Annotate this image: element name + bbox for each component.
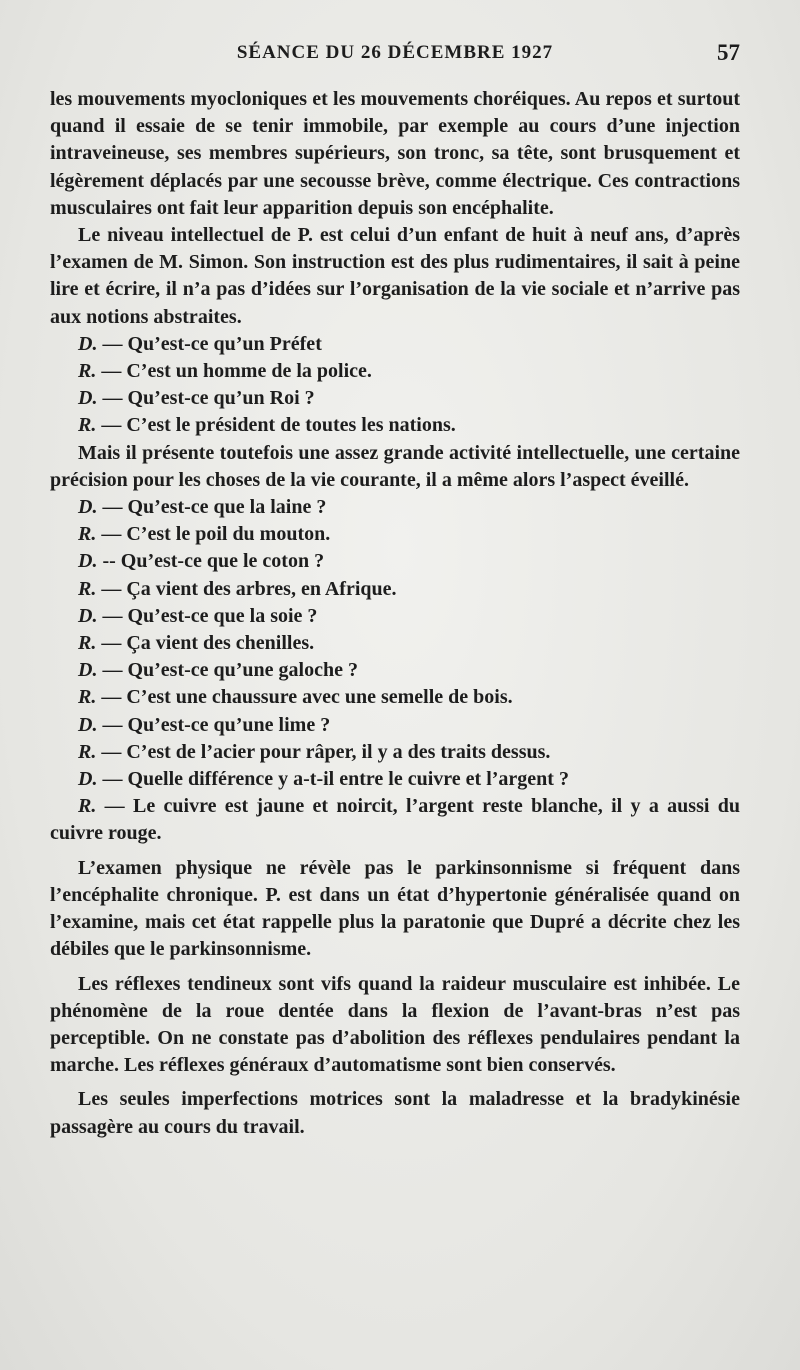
- dialogue-line: [50, 576, 740, 603]
- dialogue-speaker: R.: [78, 523, 97, 546]
- dialogue-line: [50, 657, 740, 684]
- dialogue-line: [50, 385, 740, 412]
- paragraph-2: Le niveau intellectuel de P. est celui d’un enfant de huit à neuf ans, d’après l’examen de M. Simon. Son instruction est des plus rudimentaires, il sait à peine lire et écrire, il n’a pas d’idées sur l’organisation de la vie sociale et n’arrive pas aux notions abstraites.: [50, 224, 740, 328]
- dialogue-1: [50, 331, 740, 440]
- dialogue-text: — C’est une chaussure avec une semelle de bois.: [101, 686, 513, 709]
- dialogue-text: — Qu’est-ce que la laine ?: [102, 496, 327, 519]
- page-header: [50, 40, 740, 74]
- dialogue-speaker: R.: [78, 686, 97, 709]
- dialogue-line: [50, 331, 740, 358]
- dialogue-line: [50, 521, 740, 548]
- dialogue-speaker: R.: [78, 360, 97, 383]
- dialogue-text: — C’est de l’acier pour râper, il y a des traits dessus.: [101, 740, 551, 763]
- dialogue-speaker: R.: [78, 795, 97, 818]
- dialogue-speaker: D.: [78, 713, 98, 736]
- dialogue-text: — C’est un homme de la police.: [101, 360, 372, 383]
- dialogue-speaker: D.: [78, 496, 98, 519]
- dialogue-text: — C’est le président de toutes les nations.: [101, 414, 456, 437]
- dialogue-speaker: D.: [78, 550, 98, 573]
- dialogue-text: — Ça vient des chenilles.: [101, 632, 315, 655]
- dialogue-text: — C’est le poil du mouton.: [101, 523, 331, 546]
- dialogue-2: [50, 494, 740, 848]
- page-number: 57: [717, 40, 740, 65]
- dialogue-text: — Qu’est-ce qu’une galoche ?: [102, 659, 358, 682]
- body-text: [50, 86, 740, 1141]
- dialogue-line: [50, 358, 740, 385]
- dialogue-line: [50, 793, 740, 847]
- paragraph-3: Mais il présente toutefois une assez grande activité intellectuelle, une certaine précision pour les choses de la vie courante, il a même alors l’aspect éveillé.: [50, 441, 740, 491]
- paragraph-5: Les réflexes tendineux sont vifs quand la raideur musculaire est inhibée. Le phénomène de la roue dentée dans la flexion de l’avant-bras n’est pas perceptible. On ne constate pas d’abolition des réflexes pendulaires pendant la marche. Les réflexes généraux d’automatisme sont bien conservés.: [50, 972, 740, 1077]
- dialogue-speaker: D.: [78, 604, 98, 627]
- dialogue-line: [50, 630, 740, 657]
- dialogue-line: [50, 766, 740, 793]
- dialogue-line: [50, 494, 740, 521]
- dialogue-speaker: D.: [78, 768, 98, 791]
- dialogue-speaker: D.: [78, 332, 98, 355]
- dialogue-speaker: D.: [78, 387, 98, 410]
- paragraph-4: L’examen physique ne révèle pas le parkinsonnisme si fréquent dans l’encéphalite chronique. P. est dans un état d’hypertonie généralisée quand on l’examine, mais cet état rappelle plus la paratonie que Dupré a décrite chez les débiles que le parkinsonnisme.: [50, 856, 740, 961]
- running-title: SÉANCE DU 26 DÉCEMBRE 1927: [236, 42, 554, 63]
- dialogue-speaker: R.: [78, 414, 97, 437]
- dialogue-text: — Quelle différence y a-t-il entre le cuivre et l’argent ?: [102, 768, 569, 791]
- dialogue-text: — Le cuivre est jaune et noircit, l’argent reste blanche, il y a aussi du cuivre rouge.: [50, 795, 740, 845]
- dialogue-speaker: R.: [78, 632, 97, 655]
- dialogue-text: — Qu’est-ce que la soie ?: [102, 604, 318, 627]
- dialogue-speaker: D.: [78, 659, 98, 682]
- dialogue-line: [50, 603, 740, 630]
- dialogue-line: [50, 412, 740, 439]
- dialogue-speaker: R.: [78, 740, 97, 763]
- dialogue-text: -- Qu’est-ce que le coton ?: [102, 550, 325, 573]
- dialogue-text: — Qu’est-ce qu’une lime ?: [102, 713, 331, 736]
- dialogue-text: — Qu’est-ce qu’un Roi ?: [102, 387, 315, 410]
- dialogue-line: [50, 712, 740, 739]
- dialogue-text: — Qu’est-ce qu’un Préfet: [102, 332, 322, 355]
- dialogue-line: [50, 684, 740, 711]
- dialogue-text: — Ça vient des arbres, en Afrique.: [101, 577, 397, 600]
- paragraph-1: les mouvements myocloniques et les mouvements choréiques. Au repos et surtout quand il essaie de se tenir immobile, par exemple au cours d’une injection intraveineuse, ses membres supérieurs, son tronc, sa tête, sont brusquement et légèrement déplacés par une secousse brève, comme électrique. Ces contractions musculaires ont fait leur apparition depuis son encéphalite.: [50, 88, 740, 219]
- dialogue-line: [50, 548, 740, 575]
- dialogue-line: [50, 739, 740, 766]
- paragraph-6: Les seules imperfections motrices sont la maladresse et la bradykinésie passagère au cours du travail.: [50, 1088, 740, 1138]
- dialogue-speaker: R.: [78, 577, 97, 600]
